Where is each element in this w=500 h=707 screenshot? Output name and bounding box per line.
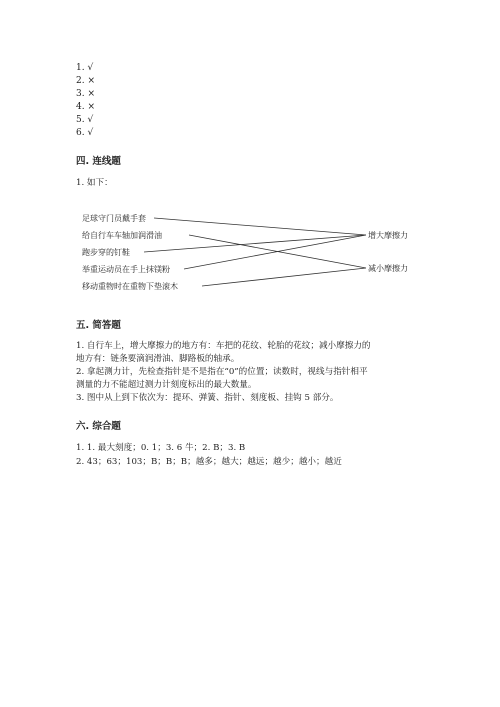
section4-heading: 四. 连线题 (76, 156, 121, 167)
section6-heading: 六. 综合题 (76, 421, 121, 432)
section5-line-1: 1. 自行车上，增大摩擦力的地方有：车把的花纹、轮胎的花纹；减小摩擦力的 (76, 341, 371, 351)
left-item-1: 足球守门员戴手套 (82, 214, 146, 223)
right-item-decrease: 减小摩擦力 (368, 264, 408, 273)
connector-line (154, 218, 366, 235)
left-item-3: 跑步穿的钉鞋 (82, 248, 130, 257)
judgment-answer-6: 6. √ (76, 128, 94, 138)
judgment-answer-2: 2. × (76, 76, 95, 86)
connector-line (184, 235, 366, 269)
left-item-5: 移动重物时在重物下垫滚木 (82, 282, 178, 291)
section6-line-1: 1. 1. 最大刻度；0. 1；3. 6 牛；2. B；3. B (76, 443, 246, 453)
section5-line-4: 测量的力不能超过测力计刻度标出的最大数量。 (76, 380, 257, 390)
section6-line-2: 2. 43；63；103；B；B；B；越多；越大；越远；越少；越小；越近 (76, 457, 342, 467)
section5-line-2: 地方有：链条要滴润滑油、脚路板的轴承。 (76, 354, 240, 364)
judgment-answer-1: 1. √ (76, 63, 94, 73)
section5-line-5: 3. 图中从上到下依次为：提环、弹簧、指针、刻度板、挂钩 5 部分。 (76, 393, 339, 403)
judgment-answer-5: 5. √ (76, 115, 94, 125)
section4-intro: 1. 如下： (76, 178, 113, 188)
matching-diagram (76, 205, 456, 295)
judgment-answer-3: 3. × (76, 89, 95, 99)
judgment-answer-4: 4. × (76, 102, 95, 112)
section5-heading: 五. 简答题 (76, 320, 121, 331)
left-item-2: 给自行车车轴加润滑油 (82, 231, 162, 240)
connector-line (144, 235, 366, 252)
connector-line (202, 268, 366, 286)
section5-line-3: 2. 拿起测力计，先检查指针是不是指在“0”的位置；读数时，视线与指针相平 (76, 367, 368, 377)
right-item-increase: 增大摩擦力 (368, 231, 408, 240)
left-item-4: 举重运动员在手上抹镁粉 (82, 265, 170, 274)
